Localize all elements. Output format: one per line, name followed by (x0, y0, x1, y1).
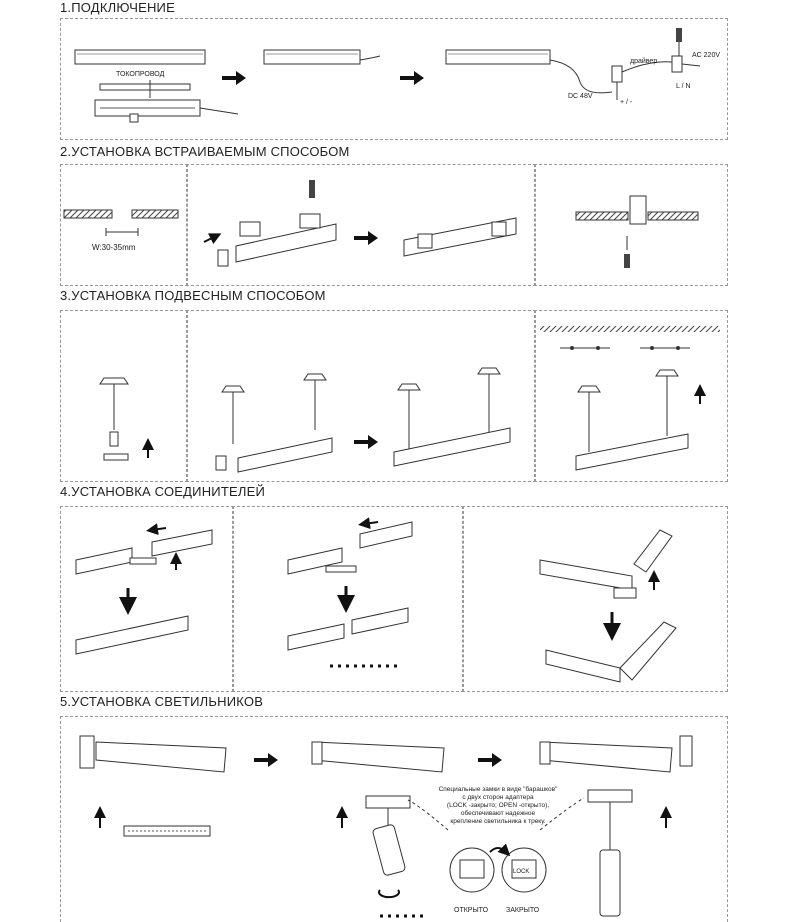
section-title-recessed: 2.УСТАНОВКА ВСТРАИВАЕМЫМ СПОСОБОМ (60, 144, 350, 159)
section-title-connectors: 4.УСТАНОВКА СОЕДИНИТЕЛЕЙ (60, 484, 265, 499)
suspended-ceiling-detail (540, 326, 720, 350)
note-line-3: (LOCK -закрыто; OPEN -открыто), (446, 802, 550, 809)
suspended-step-4 (576, 370, 688, 470)
note-line-1: Специальные замки в виде "барашков" (438, 786, 558, 793)
connector-corner (540, 530, 676, 682)
lock-icon-label: LOCK (513, 869, 530, 875)
arrow-right-icon (254, 753, 278, 767)
connection-step-3 (446, 28, 700, 100)
suspended-step-1 (100, 378, 128, 460)
label-driver: драйвер (630, 58, 658, 65)
label-ac: AC 220V (692, 52, 721, 59)
label-open: ОТКРЫТО (454, 907, 489, 914)
section-title-suspended: 3.УСТАНОВКА ПОДВЕСНЫМ СПОСОБОМ (60, 288, 326, 303)
arrow-right-icon (354, 231, 378, 245)
suspended-step-2 (216, 374, 332, 472)
ceiling-gap-drawing (64, 210, 178, 236)
track-luminaire-step-2 (312, 742, 444, 916)
arrow-right-icon (222, 71, 246, 85)
section-title-luminaires: 5.УСТАНОВКА СВЕТИЛЬНИКОВ (60, 694, 264, 709)
suspended-step-3 (394, 368, 510, 466)
label-plus-minus: + / - (620, 99, 633, 106)
recessed-ceiling-mount (576, 196, 698, 268)
label-dc: DC 48V (568, 93, 593, 100)
connection-step-2 (264, 50, 380, 64)
arrow-icon (204, 236, 216, 242)
arrow-left-icon (364, 522, 378, 524)
connection-step-1 (75, 50, 238, 122)
label-tokoprovod: ТОКОПРОВОД (116, 71, 165, 78)
lock-note (439, 785, 558, 825)
note-line-5: крепление светильника к треку. (450, 818, 546, 825)
section-title-connection: 1.ПОДКЛЮЧЕНИЕ (60, 0, 175, 15)
label-width: W:30-35mm (92, 243, 136, 252)
arrow-right-icon (400, 71, 424, 85)
arrow-right-icon (354, 435, 378, 449)
arrow-left-icon (152, 528, 166, 530)
note-line-2: с двух сторон адаптера (462, 794, 534, 801)
label-closed: ЗАКРЫТО (506, 907, 540, 914)
note-line-4: обеспечивают надежное (460, 810, 536, 817)
track-luminaire-step-1 (80, 736, 226, 836)
connector-flexible (288, 522, 412, 666)
recessed-step-1 (218, 180, 336, 266)
recessed-step-2 (404, 218, 516, 256)
connector-straight (76, 530, 212, 654)
track-luminaire-step-3 (540, 736, 692, 916)
arrow-right-icon (478, 753, 502, 767)
label-ln: L / N (676, 83, 691, 90)
